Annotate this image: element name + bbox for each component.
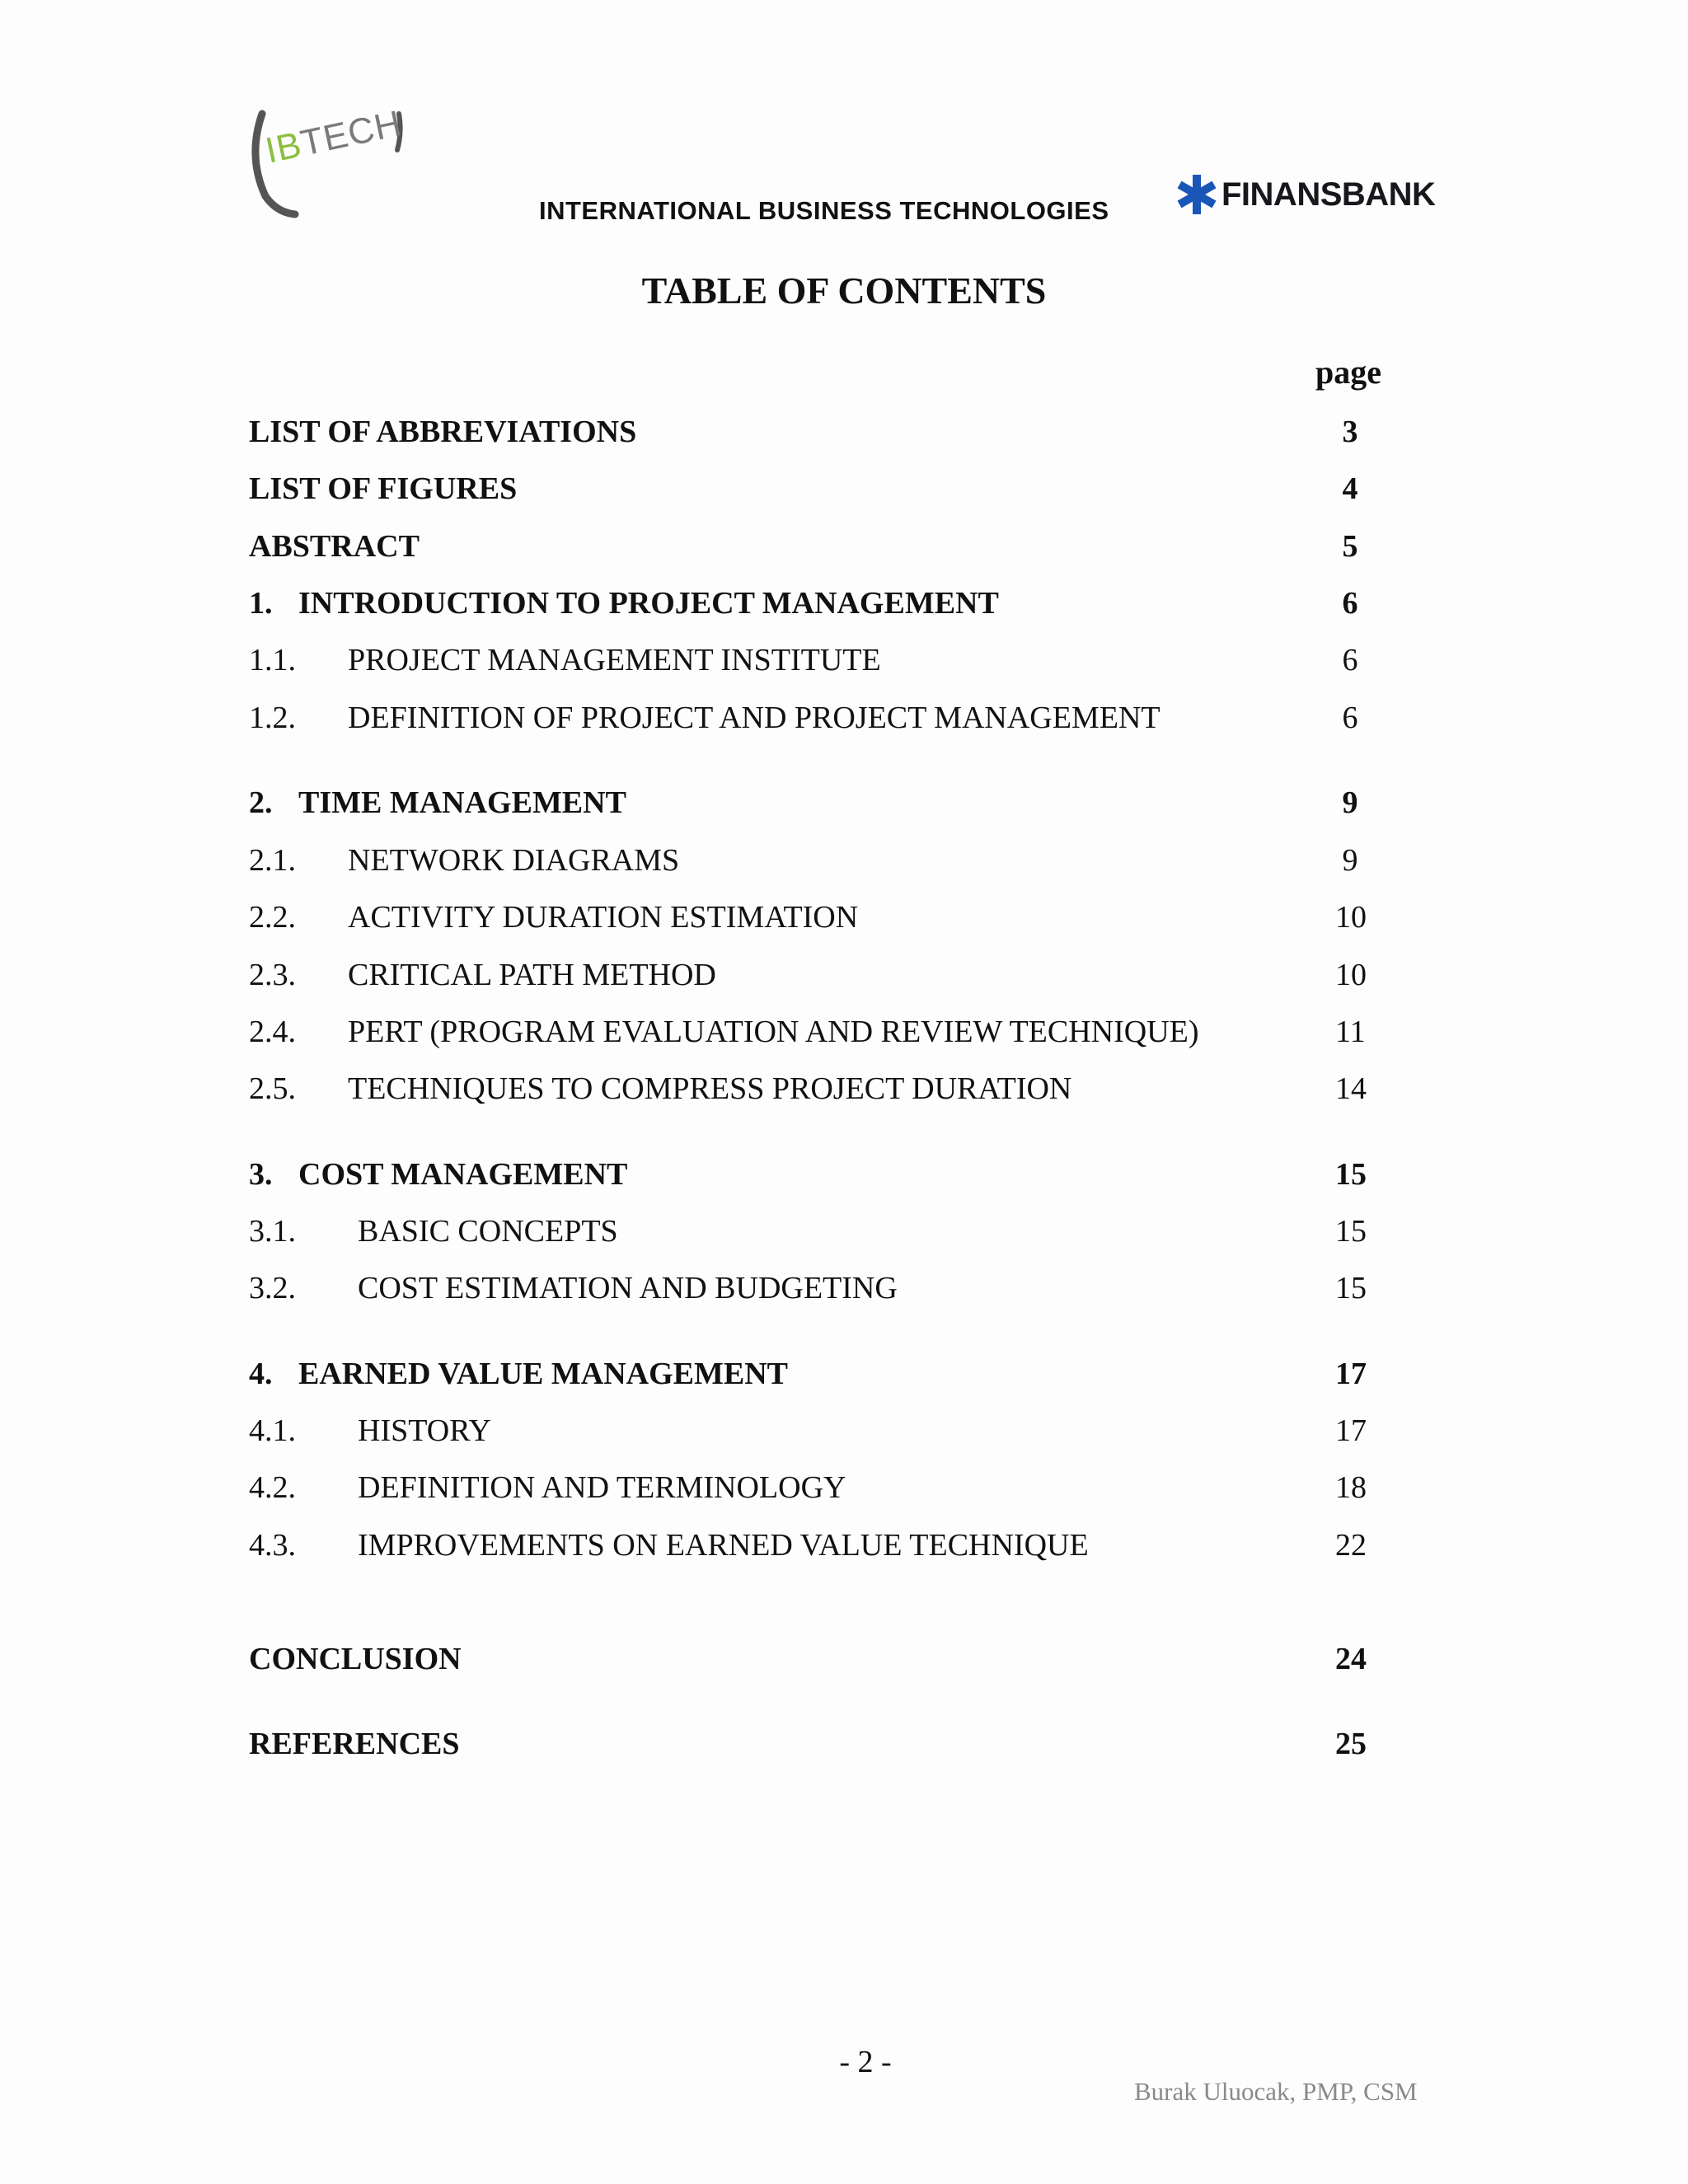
toc-entry-page: 4 <box>1342 471 1358 506</box>
toc-entry-page: 11 <box>1335 1015 1366 1049</box>
toc-entry-label: COST MANAGEMENT <box>298 1157 628 1192</box>
toc-entry-number: 4.2. <box>249 1470 296 1505</box>
toc-entry-label: BASIC CONCEPTS <box>358 1214 618 1249</box>
toc-entry-number: 2.4. <box>249 1015 296 1049</box>
toc-entry-label: LIST OF ABBREVIATIONS <box>249 415 637 449</box>
toc-section <box>249 952 1403 998</box>
toc-entry-number: 3.2. <box>249 1271 296 1305</box>
toc-entry-page: 3 <box>1342 415 1358 449</box>
toc-entry-page: 6 <box>1342 586 1358 621</box>
toc-entry <box>249 466 1403 512</box>
toc-entry-number: 2.3. <box>249 958 296 992</box>
toc-entry-number: 4.1. <box>249 1413 296 1448</box>
toc-entry <box>249 409 1403 455</box>
toc-entry-number: 2.2. <box>249 900 296 935</box>
toc-section <box>249 1522 1403 1568</box>
page-column-header: page <box>1315 354 1381 391</box>
toc-entry-label: CRITICAL PATH METHOD <box>348 958 716 992</box>
toc-section <box>249 894 1403 940</box>
toc-entry-number: 4.3. <box>249 1528 296 1563</box>
toc-entry-page: 18 <box>1335 1470 1367 1505</box>
finansbank-wordmark: FINANSBANK <box>1221 176 1436 213</box>
toc-entry-number: 2. <box>249 785 273 820</box>
toc-chapter <box>249 1151 1403 1197</box>
finansbank-star-icon <box>1174 171 1220 218</box>
toc-entry-page: 24 <box>1335 1642 1367 1676</box>
toc-entry-page: 25 <box>1335 1727 1367 1761</box>
toc-entry-label: PROJECT MANAGEMENT INSTITUTE <box>348 643 881 677</box>
toc-entry-label: PERT (PROGRAM EVALUATION AND REVIEW TECHNIQUE) <box>348 1015 1199 1049</box>
toc-entry-page: 14 <box>1335 1071 1367 1106</box>
toc-entry-label: ACTIVITY DURATION ESTIMATION <box>348 900 859 935</box>
toc-entry-page: 5 <box>1342 529 1358 564</box>
toc-entry <box>249 523 1403 569</box>
svg-text:IBTECH: IBTECH <box>261 103 406 171</box>
toc-entry-label: DEFINITION AND TERMINOLOGY <box>358 1470 846 1505</box>
toc-section <box>249 1009 1403 1055</box>
toc-entry-page: 22 <box>1335 1528 1367 1563</box>
toc-chapter <box>249 780 1403 826</box>
toc-entry-label: COST ESTIMATION AND BUDGETING <box>358 1271 898 1305</box>
toc-entry-number: 1.2. <box>249 701 296 735</box>
toc-entry-label: REFERENCES <box>249 1727 460 1761</box>
toc-entry-number: 4. <box>249 1357 273 1391</box>
toc-entry-number: 1. <box>249 586 273 621</box>
toc-section <box>249 637 1403 683</box>
toc-chapter <box>249 1351 1403 1397</box>
organization-name: INTERNATIONAL BUSINESS TECHNOLOGIES <box>539 196 1109 225</box>
toc-entry-label: INTRODUCTION TO PROJECT MANAGEMENT <box>298 586 999 621</box>
toc-entry-page: 6 <box>1342 643 1358 677</box>
toc-entry-page: 10 <box>1335 958 1367 992</box>
toc-entry-label: CONCLUSION <box>249 1642 462 1676</box>
toc-entry-number: 2.5. <box>249 1071 296 1106</box>
toc-entry-label: NETWORK DIAGRAMS <box>348 843 680 878</box>
toc-section <box>249 1208 1403 1254</box>
toc-entry-label: TECHNIQUES TO COMPRESS PROJECT DURATION <box>348 1071 1072 1106</box>
toc-entry-page: 9 <box>1342 843 1358 878</box>
toc-entry-page: 6 <box>1342 701 1358 735</box>
toc-section <box>249 1465 1403 1511</box>
toc-section <box>249 837 1403 883</box>
toc-entry-number: 3.1. <box>249 1214 296 1249</box>
page-number: - 2 - <box>839 2045 892 2079</box>
author-credit: Burak Uluocak, PMP, CSM <box>1134 2077 1418 2106</box>
toc-entry-number: 3. <box>249 1157 273 1192</box>
ibtech-logo <box>244 99 417 223</box>
toc-entry-label: DEFINITION OF PROJECT AND PROJECT MANAGEMENT <box>348 701 1160 735</box>
toc-entry-number: 1.1. <box>249 643 296 677</box>
finansbank-logo <box>1174 170 1435 219</box>
toc-entry-label: IMPROVEMENTS ON EARNED VALUE TECHNIQUE <box>358 1528 1089 1563</box>
toc-section <box>249 1408 1403 1454</box>
toc-entry <box>249 1721 1403 1767</box>
toc-entry-number: 2.1. <box>249 843 296 878</box>
toc-entry-label: LIST OF FIGURES <box>249 471 518 506</box>
toc-entry-page: 17 <box>1335 1357 1367 1391</box>
toc-chapter <box>249 580 1403 626</box>
toc-entry-page: 15 <box>1335 1214 1367 1249</box>
toc-entry-page: 17 <box>1335 1413 1367 1448</box>
toc-entry-page: 9 <box>1342 785 1358 820</box>
toc-entry-label: ABSTRACT <box>249 529 420 564</box>
toc-entry-page: 10 <box>1335 900 1367 935</box>
toc-entry-page: 15 <box>1335 1157 1367 1192</box>
toc-entry-label: EARNED VALUE MANAGEMENT <box>298 1357 788 1391</box>
toc-entry-page: 15 <box>1335 1271 1367 1305</box>
toc-section <box>249 1066 1403 1112</box>
toc-entry-label: HISTORY <box>358 1413 491 1448</box>
ibtech-logo-graphic <box>244 99 417 223</box>
toc-entry-label: TIME MANAGEMENT <box>298 785 626 820</box>
toc-section <box>249 1265 1403 1311</box>
page-title: TABLE OF CONTENTS <box>641 269 1047 312</box>
toc-section <box>249 695 1403 741</box>
toc-entry <box>249 1636 1403 1682</box>
